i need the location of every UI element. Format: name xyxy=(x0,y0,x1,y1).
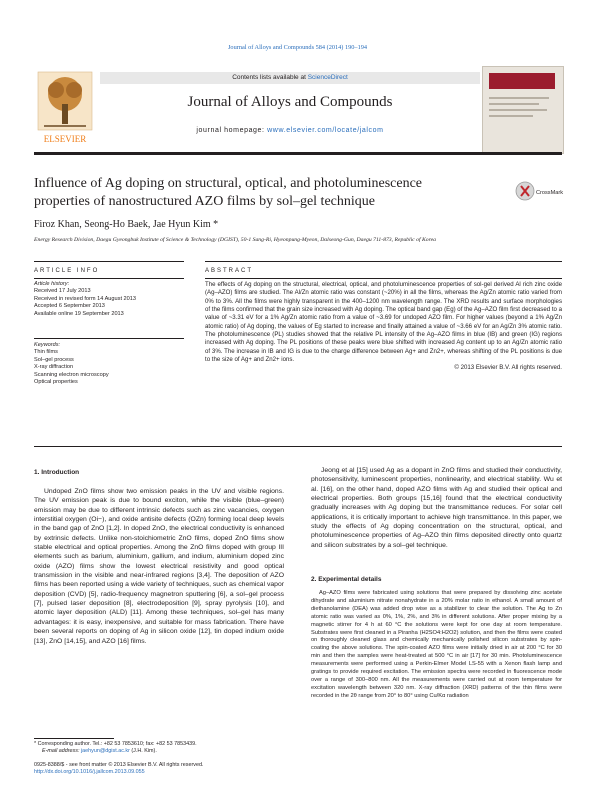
affiliation: Energy Research Division, Daegu Gyeongbuk Institute of Science & Technology (DGIST), 50-1 Sang-Ri, Hyeonpung-Myeon, Dalseong-Gun, Daegu 711-873, Republic of Korea xyxy=(34,237,436,243)
contents-bar: Contents lists available at ScienceDirect xyxy=(100,72,480,84)
article-title: Influence of Ag doping on structural, optical, and photoluminescence properties of nanostructured AZO films by sol–gel technique xyxy=(34,176,423,209)
journal-reference[interactable]: Journal of Alloys and Compounds 584 (2014) 190–194 xyxy=(227,44,368,51)
article-info-rule-top xyxy=(34,261,184,262)
homepage-link[interactable]: www.elsevier.com/locate/jalcom xyxy=(267,127,384,134)
footnote xyxy=(34,741,294,777)
history-online: Available online 19 September 2013 xyxy=(34,310,124,317)
keyword: Thin films xyxy=(34,349,58,356)
article-info-rule xyxy=(34,278,184,279)
intro-heading: 1. Introduction xyxy=(34,469,80,476)
journal-title: Journal of Alloys and Compounds xyxy=(187,94,393,110)
abstract-label: ABSTRACT xyxy=(205,268,254,274)
keyword: Scanning electron microscopy xyxy=(34,371,109,378)
keyword: X-ray diffraction xyxy=(34,364,74,371)
abstract-rule-top xyxy=(205,261,562,262)
doi-link[interactable]: http://dx.doi.org/10.1016/j.jallcom.2013.09.055 xyxy=(34,769,145,776)
journal-homepage: journal homepage: www.elsevier.com/locate/jalcom xyxy=(196,127,384,134)
elsevier-tree-logo xyxy=(34,70,96,146)
experimental-text: Ag–AZO films were fabricated using solutions that were prepared by dissolving zinc acetate dihydrate and aluminium nitrate nonahydrate in a 20% molar ratio in ethanol. A small amount of diethanolamine (DEA) was added drop wise as a stabilizer to clear the solution. The Ag to Zn atomic ratio was varied as 0%, 1%, 2%, and 3% in different solutions. After proper mixing by a magnetic stirrer for 4 h at 60 °C the solutions were kept for one day at room temperature. Substrates were first cleaned in a Piranha (H2SO4:H2O2) solution, and then the films were coated on thoroughly cleaned glass and chemically mechanically polished silicon substrates by spin-coating the above solutions. The spin-coated AZO films were initially dried in air at 200 °C for 30 min and then the samples were heat-treated at 500 °C in air [17] for 30 min. Photoluminescence measurements were performed using a Perkin-Elmer Model LS-55 with a Xenon flash lamp and gratings to provide required excitation. The emission spectra were recorded in fluorescence mode over a range of 300–800 nm. All the measurements were carried out at room temperature for excitation wavelength between 320 nm. X-ray diffraction (XRD) patterns of the thin films were recorded in the 2θ range from 20° to 80° using Cu/Kα radiation xyxy=(311,590,562,699)
issn-line: 0925-8388/$ - see front matter © 2013 Elsevier B.V. All rights reserved. xyxy=(34,761,204,768)
footnote-rule xyxy=(34,738,114,739)
corresponding-author: * Corresponding author. Tel.: +82 53 7853610; fax: +82 53 7853439. xyxy=(34,741,197,747)
article-info-label: ARTICLE INFO xyxy=(34,268,100,274)
keyword: Optical properties xyxy=(34,379,78,386)
abstract-rule xyxy=(205,278,562,279)
abstract-text: The effects of Ag doping on the structural, electrical, optical, and photoluminescence properties of sol-gel derived Al rich zinc oxide (Ag–AZO) films are studied. The Al/Zn atomic ratio was constant (~20%) in all the films, whereas the Ag/Zn atomic ratio varied from 0% to 3%. All the films were highly transparent in the 400–1200 nm wavelength range. The XRD results and surface morphologies of the films confirmed that the grain size increased with Ag doping. The optical band gap (Eg) of the Ag–AZO film first decreased to a value of ~3.31 eV for a 1% Ag/Zn atomic ratio from a value of ~3.69 for undoped AZO film. For higher values (beyond a 1% Ag/Zn atomic ratio) of Ag doping, the values of Eg started to increase and finally attained a value of ~3.66 eV for an Ag/Zn 3% atomic ratio. The photoluminescence (PL) studies showed that the relative PL intensity of the Ag–AZO films in blue (IB) and green (IG) regions increased with Ag doping. The PL positions of these peaks were blue shifted with increased Ag content up to an Ag/Zn atomic ratio of 3%. The increase in IB and IG is due to the charge difference between Ag+ and Zn2+, whereas shifting of the PL positions is due to the size of Ag+ and Zn2+ ions. © 2013 Elsevier B.V. All rights reserved. xyxy=(205,281,562,372)
history-received: Received 17 July 2013 xyxy=(34,288,91,295)
history-accepted: Accepted 6 September 2013 xyxy=(34,303,105,310)
keywords-rule xyxy=(34,338,184,339)
copyright: © 2013 Elsevier B.V. All rights reserved. xyxy=(454,364,562,372)
article-history: Article history: Received 17 July 2013 Received in revised form 14 August 2013 Accepted 6 September 2013 Available online 19 September 2013 xyxy=(34,281,194,318)
history-revised: Received in revised form 14 August 2013 xyxy=(34,295,136,302)
keyword: Sol–gel process xyxy=(34,356,74,363)
journal-cover-thumbnail xyxy=(482,66,564,154)
keywords: Keywords: Thin films Sol–gel process X-ray diffraction Scanning electron microscopy Optical properties xyxy=(34,342,194,386)
email-link[interactable]: jaehyun@dgist.ac.kr xyxy=(80,748,130,755)
authors: Firoz Khan, Seong-Ho Baek, Jae Hyun Kim * xyxy=(34,219,219,230)
header-rule xyxy=(34,152,562,155)
intro-text: Undoped ZnO films show two emission peaks in the UV and visible regions. The UV emission peak is due to bound exciton, while the visible (blue–green) emission may be due to different intrinsic defects such as zinc vacancies, oxygen interstitial oxygen (Oi−), and oxide antisite defects (OZn) forming local deep levels in the band gap of ZnO [1,2]. In doped ZnO, the electrical conductivity is enhanced by extrinsic defects. Unlike non-stoichiometric ZnO films, doped ZnO films show stable electrical and optical properties. Among the ZnO films doped with group III elements such as barium, aluminium, gallium, and indium, aluminium doped zinc oxide (AZO) films show the lowest electrical resistivity and good optical transmission in the visible and near-infrared regions [3,4]. The deposition of AZO films has been reported using a wide variety of techniques, such as chemical vapor deposition (CVD) [5], radio-frequency magnetron sputtering [6], a sol–gel process [7], pulsed laser deposition [8], electrodeposition [9], spray pyrolysis [10], and atomic layer deposition (ALD) [11]. Among these techniques, sol–gel has many advantages: it is easy, inexpensive, and suitable for mass fabrication. There have been several reports on doping of Ag in silicon oxide [12], tin doped indium oxide [13], ZnO [14,15], and AZO [16] films. xyxy=(34,488,284,645)
elsevier-wordmark: ELSEVIER xyxy=(43,134,87,144)
right-col-text: Jeong et al [15] used Ag as a dopant in ZnO films and studied their conductivity, photosensitivity, luminescent properties, nonlinearity, and electrical stability. Wu et al. [16], on the other hand, doped AZO films with Ag and studied their optical and electrical properties. Both groups [15,16] found that the electrical conductivity gradually increases with Ag doping but the transmittance reduces. For solar cell applications, it is critically important to achieve high transmittance. In this paper, we study the effects of Ag doping concentration on the structural, optical, and photoluminescence properties of Ag–AZO thin films deposited directly onto quartz and silicon substrates by a sol–gel technique. xyxy=(311,467,562,549)
crossmark-label: CrossMark xyxy=(536,190,563,196)
email-line: E-mail address: jaehyun@dgist.ac.kr (J.H. Kim). xyxy=(42,748,157,755)
sciencedirect-link[interactable]: ScienceDirect xyxy=(307,74,348,81)
abstract-bottom-rule xyxy=(34,446,562,447)
crossmark-icon[interactable] xyxy=(515,178,563,204)
experimental-heading: 2. Experimental details xyxy=(311,576,382,583)
